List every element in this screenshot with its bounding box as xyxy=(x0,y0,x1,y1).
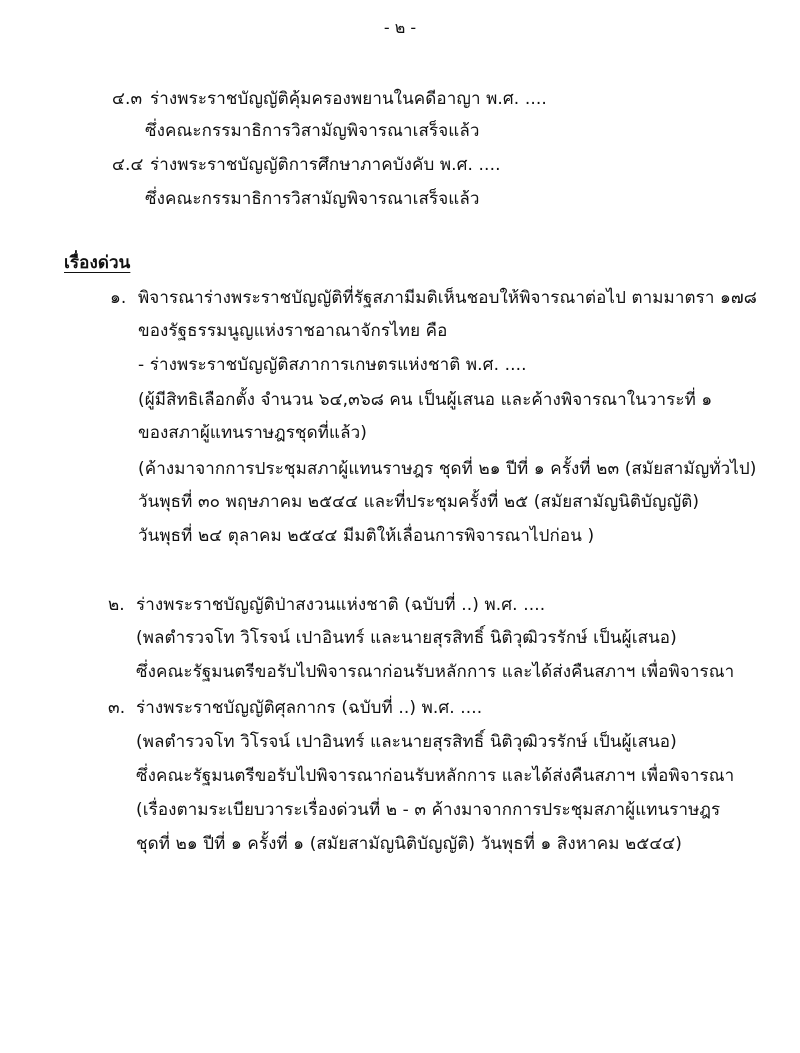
urgent-item-2-number: ๒. xyxy=(108,595,125,615)
urgent-item-3-line-4: (เรื่องตามระเบียบวาระเรื่องด่วนที่ ๒ - ๓ ค้างมาจากการประชุมสภาผู้แทนราษฎร xyxy=(136,800,721,820)
urgent-item-2-line-3: ซึ่งคณะรัฐมนตรีขอรับไปพิจารณาก่อนรับหลักการ และได้ส่งคืนสภาฯ เพื่อพิจารณา xyxy=(136,662,735,682)
page-number: - ๒ - xyxy=(383,18,417,37)
urgent-item-3-line-2: (พลตำรวจโท วิโรจน์ เปาอินทร์ และนายสุรสิทธิ์ นิติวุฒิวรรักษ์ เป็นผู้เสนอ) xyxy=(136,732,677,752)
urgent-item-2-line-2: (พลตำรวจโท วิโรจน์ เปาอินทร์ และนายสุรสิทธิ์ นิติวุฒิวรรักษ์ เป็นผู้เสนอ) xyxy=(136,628,677,648)
item-4-3-title: ร่างพระราชบัญญัติคุ้มครองพยานในคดีอาญา พ.ศ. .... xyxy=(150,89,547,109)
item-4-3-number: ๔.๓ xyxy=(112,89,143,109)
urgent-item-1-line-1: พิจารณาร่างพระราชบัญญัติที่รัฐสภามีมติเห็นชอบให้พิจารณาต่อไป ตามมาตรา ๑๗๘ xyxy=(138,288,758,308)
urgent-item-1-line-3: - ร่างพระราชบัญญัติสภาการเกษตรแห่งชาติ พ.ศ. .... xyxy=(138,355,527,375)
urgent-item-3-number: ๓. xyxy=(108,698,126,718)
urgent-item-1-line-7: วันพุธที่ ๓๐ พฤษภาคม ๒๕๔๔ และที่ประชุมครั้งที่ ๒๕ (สมัยสามัญนิติบัญญัติ) xyxy=(138,492,700,512)
item-4-4-number: ๔.๔ xyxy=(112,155,144,175)
urgent-item-1-number: ๑. xyxy=(110,288,127,308)
urgent-item-1-line-2: ของรัฐธรรมนูญแห่งราชอาณาจักรไทย คือ xyxy=(138,321,448,341)
urgent-item-1-line-4: (ผู้มีสิทธิเลือกตั้ง จำนวน ๖๔,๓๖๘ คน เป็นผู้เสนอ และค้างพิจารณาในวาระที่ ๑ xyxy=(138,390,713,410)
item-4-4-note: ซึ่งคณะกรรมาธิการวิสามัญพิจารณาเสร็จแล้ว xyxy=(145,189,480,209)
item-4-3-note: ซึ่งคณะกรรมาธิการวิสามัญพิจารณาเสร็จแล้ว xyxy=(145,121,480,141)
urgent-item-1-line-8: วันพุธที่ ๒๔ ตุลาคม ๒๕๔๔ มีมติให้เลื่อนการพิจารณาไปก่อน ) xyxy=(138,526,595,546)
urgent-item-1-line-6: (ค้างมาจากการประชุมสภาผู้แทนราษฎร ชุดที่ ๒๑ ปีที่ ๑ ครั้งที่ ๒๓ (สมัยสามัญทั่วไป) xyxy=(138,459,757,479)
urgent-item-1-line-5: ของสภาผู้แทนราษฎรชุดที่แล้ว) xyxy=(138,423,367,443)
item-4-4-title: ร่างพระราชบัญญัติการศึกษาภาคบังคับ พ.ศ. .... xyxy=(150,155,501,175)
urgent-item-2-line-1: ร่างพระราชบัญญัติป่าสงวนแห่งชาติ (ฉบับที่ ..) พ.ศ. .... xyxy=(136,595,546,615)
urgent-item-3-line-3: ซึ่งคณะรัฐมนตรีขอรับไปพิจารณาก่อนรับหลักการ และได้ส่งคืนสภาฯ เพื่อพิจารณา xyxy=(136,766,735,786)
urgent-section-heading: เรื่องด่วน xyxy=(64,253,131,273)
urgent-item-3-line-1: ร่างพระราชบัญญัติศุลกากร (ฉบับที่ ..) พ.ศ. .... xyxy=(136,698,483,718)
urgent-item-3-line-5: ชุดที่ ๒๑ ปีที่ ๑ ครั้งที่ ๑ (สมัยสามัญนิติบัญญัติ) วันพุธที่ ๑ สิงหาคม ๒๕๔๔) xyxy=(136,834,682,854)
